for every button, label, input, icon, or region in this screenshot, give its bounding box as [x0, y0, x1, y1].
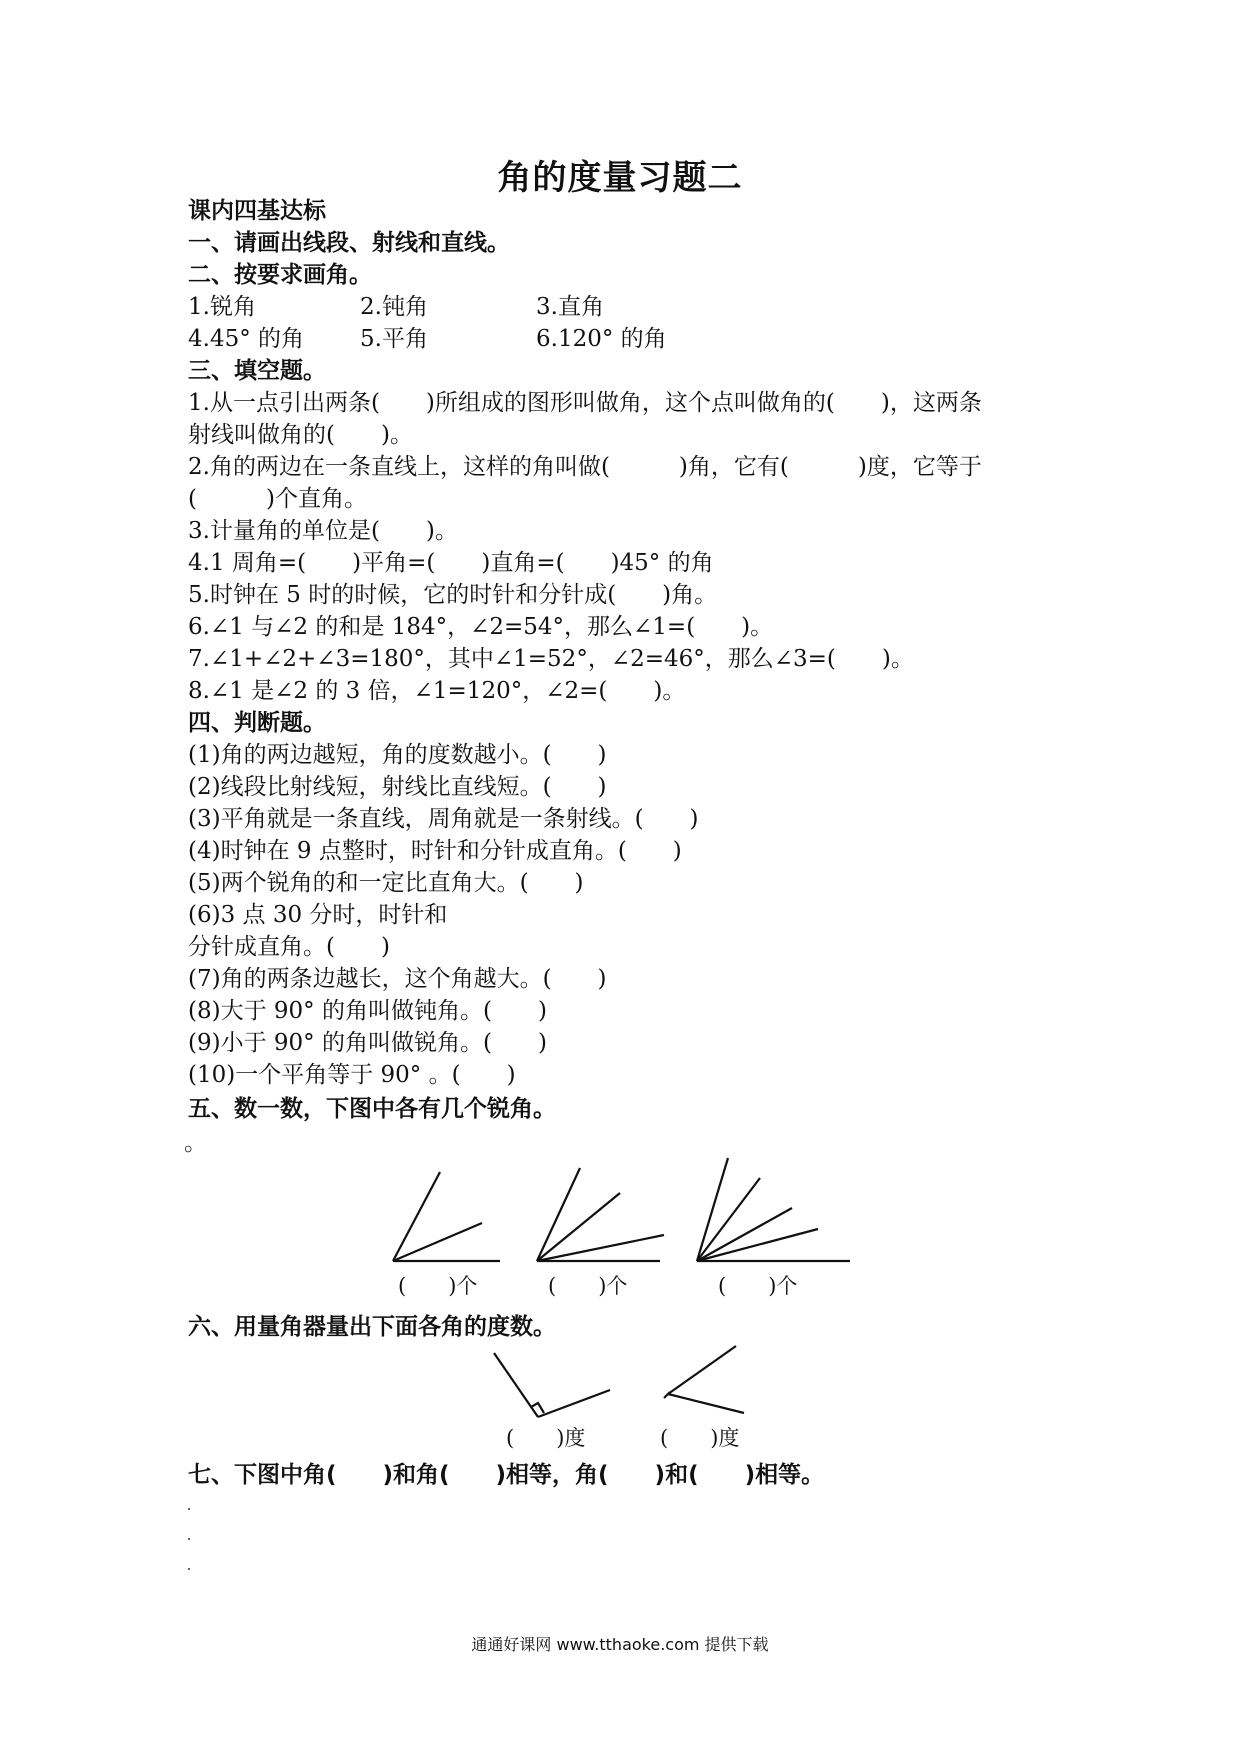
judge-line-4: (4)时钟在 9 点整时，时针和分针成直角。( ) [188, 838, 682, 864]
draw-item-2: 2.钝角 [360, 294, 428, 320]
section-6-heading: 六、用量角器量出下面各角的度数。 [188, 1314, 556, 1340]
scan-dot [188, 1538, 190, 1540]
measure-angle-2 [664, 1346, 744, 1413]
fill-line-7: 5.时钟在 5 时的时候，它的时针和分针成( )角。 [188, 582, 718, 608]
stray-dot: 。 [184, 1130, 207, 1156]
scan-dot [188, 1568, 190, 1570]
section-7-heading: 七、下图中角( )和角( )相等，角( )和( )相等。 [188, 1462, 825, 1488]
subtitle: 课内四基达标 [188, 198, 326, 224]
judge-line-3: (3)平角就是一条直线，周角就是一条射线。( ) [188, 806, 699, 832]
page-title: 角的度量习题二 [497, 158, 743, 198]
draw-item-1: 1.锐角 [188, 294, 256, 320]
judge-line-6: (6)3 点 30 分时，时针和 [188, 902, 448, 928]
fill-line-4: ( )个直角。 [188, 486, 367, 512]
scan-dot [188, 1508, 190, 1510]
judge-line-2: (2)线段比射线短，射线比直线短。( ) [188, 774, 607, 800]
fill-line-2: 射线叫做角的( )。 [188, 422, 413, 448]
draw-item-3: 3.直角 [536, 294, 604, 320]
fill-line-5: 3.计量角的单位是( )。 [188, 518, 458, 544]
section-3-heading: 三、填空题。 [188, 358, 326, 384]
count-figure-2 [537, 1168, 664, 1261]
measure-answer-2: ( )度 [660, 1426, 740, 1450]
draw-item-4: 4.45° 的角 [188, 326, 305, 352]
judge-line-5: (5)两个锐角的和一定比直角大。( ) [188, 870, 584, 896]
draw-item-5: 5.平角 [360, 326, 428, 352]
count-answer-1: ( )个 [398, 1274, 478, 1298]
fill-line-9: 7.∠1+∠2+∠3=180°，其中∠1=52°，∠2=46°，那么∠3=( )。 [188, 646, 914, 672]
judge-line-8: (8)大于 90° 的角叫做钝角。( ) [188, 998, 547, 1024]
fill-line-1: 1.从一点引出两条( )所组成的图形叫做角，这个点叫做角的( )，这两条 [188, 390, 982, 416]
section-2-heading: 二、按要求画角。 [188, 262, 372, 288]
fill-line-10: 8.∠1 是∠2 的 3 倍，∠1=120°，∠2=( )。 [188, 678, 686, 704]
measure-angle-1 [494, 1353, 610, 1417]
draw-item-6: 6.120° 的角 [536, 326, 667, 352]
count-answer-3: ( )个 [718, 1274, 798, 1298]
fill-line-6: 4.1 周角=( )平角=( )直角=( )45° 的角 [188, 550, 714, 576]
judge-line-6b: 分针成直角。( ) [188, 934, 390, 960]
fill-line-8: 6.∠1 与∠2 的和是 184°，∠2=54°，那么∠1=( )。 [188, 614, 774, 640]
section-1-heading: 一、请画出线段、射线和直线。 [188, 230, 510, 256]
judge-line-1: (1)角的两边越短，角的度数越小。( ) [188, 742, 607, 768]
judge-line-7: (7)角的两条边越长，这个角越大。( ) [188, 966, 607, 992]
fill-line-3: 2.角的两边在一条直线上，这样的角叫做( )角，它有( )度，它等于 [188, 454, 982, 480]
measure-answer-1: ( )度 [506, 1426, 586, 1450]
section-5-heading: 五、数一数，下图中各有几个锐角。 [188, 1096, 556, 1122]
judge-line-9: (9)小于 90° 的角叫做锐角。( ) [188, 1030, 547, 1056]
judge-line-10: (10)一个平角等于 90° 。( ) [188, 1062, 516, 1088]
count-figure-3 [697, 1158, 850, 1261]
count-figure-1 [393, 1172, 500, 1261]
section-4-heading: 四、判断题。 [188, 710, 326, 736]
count-answer-2: ( )个 [548, 1274, 628, 1298]
footer-credit: 通通好课网 www.tthaoke.com 提供下载 [471, 1635, 769, 1654]
